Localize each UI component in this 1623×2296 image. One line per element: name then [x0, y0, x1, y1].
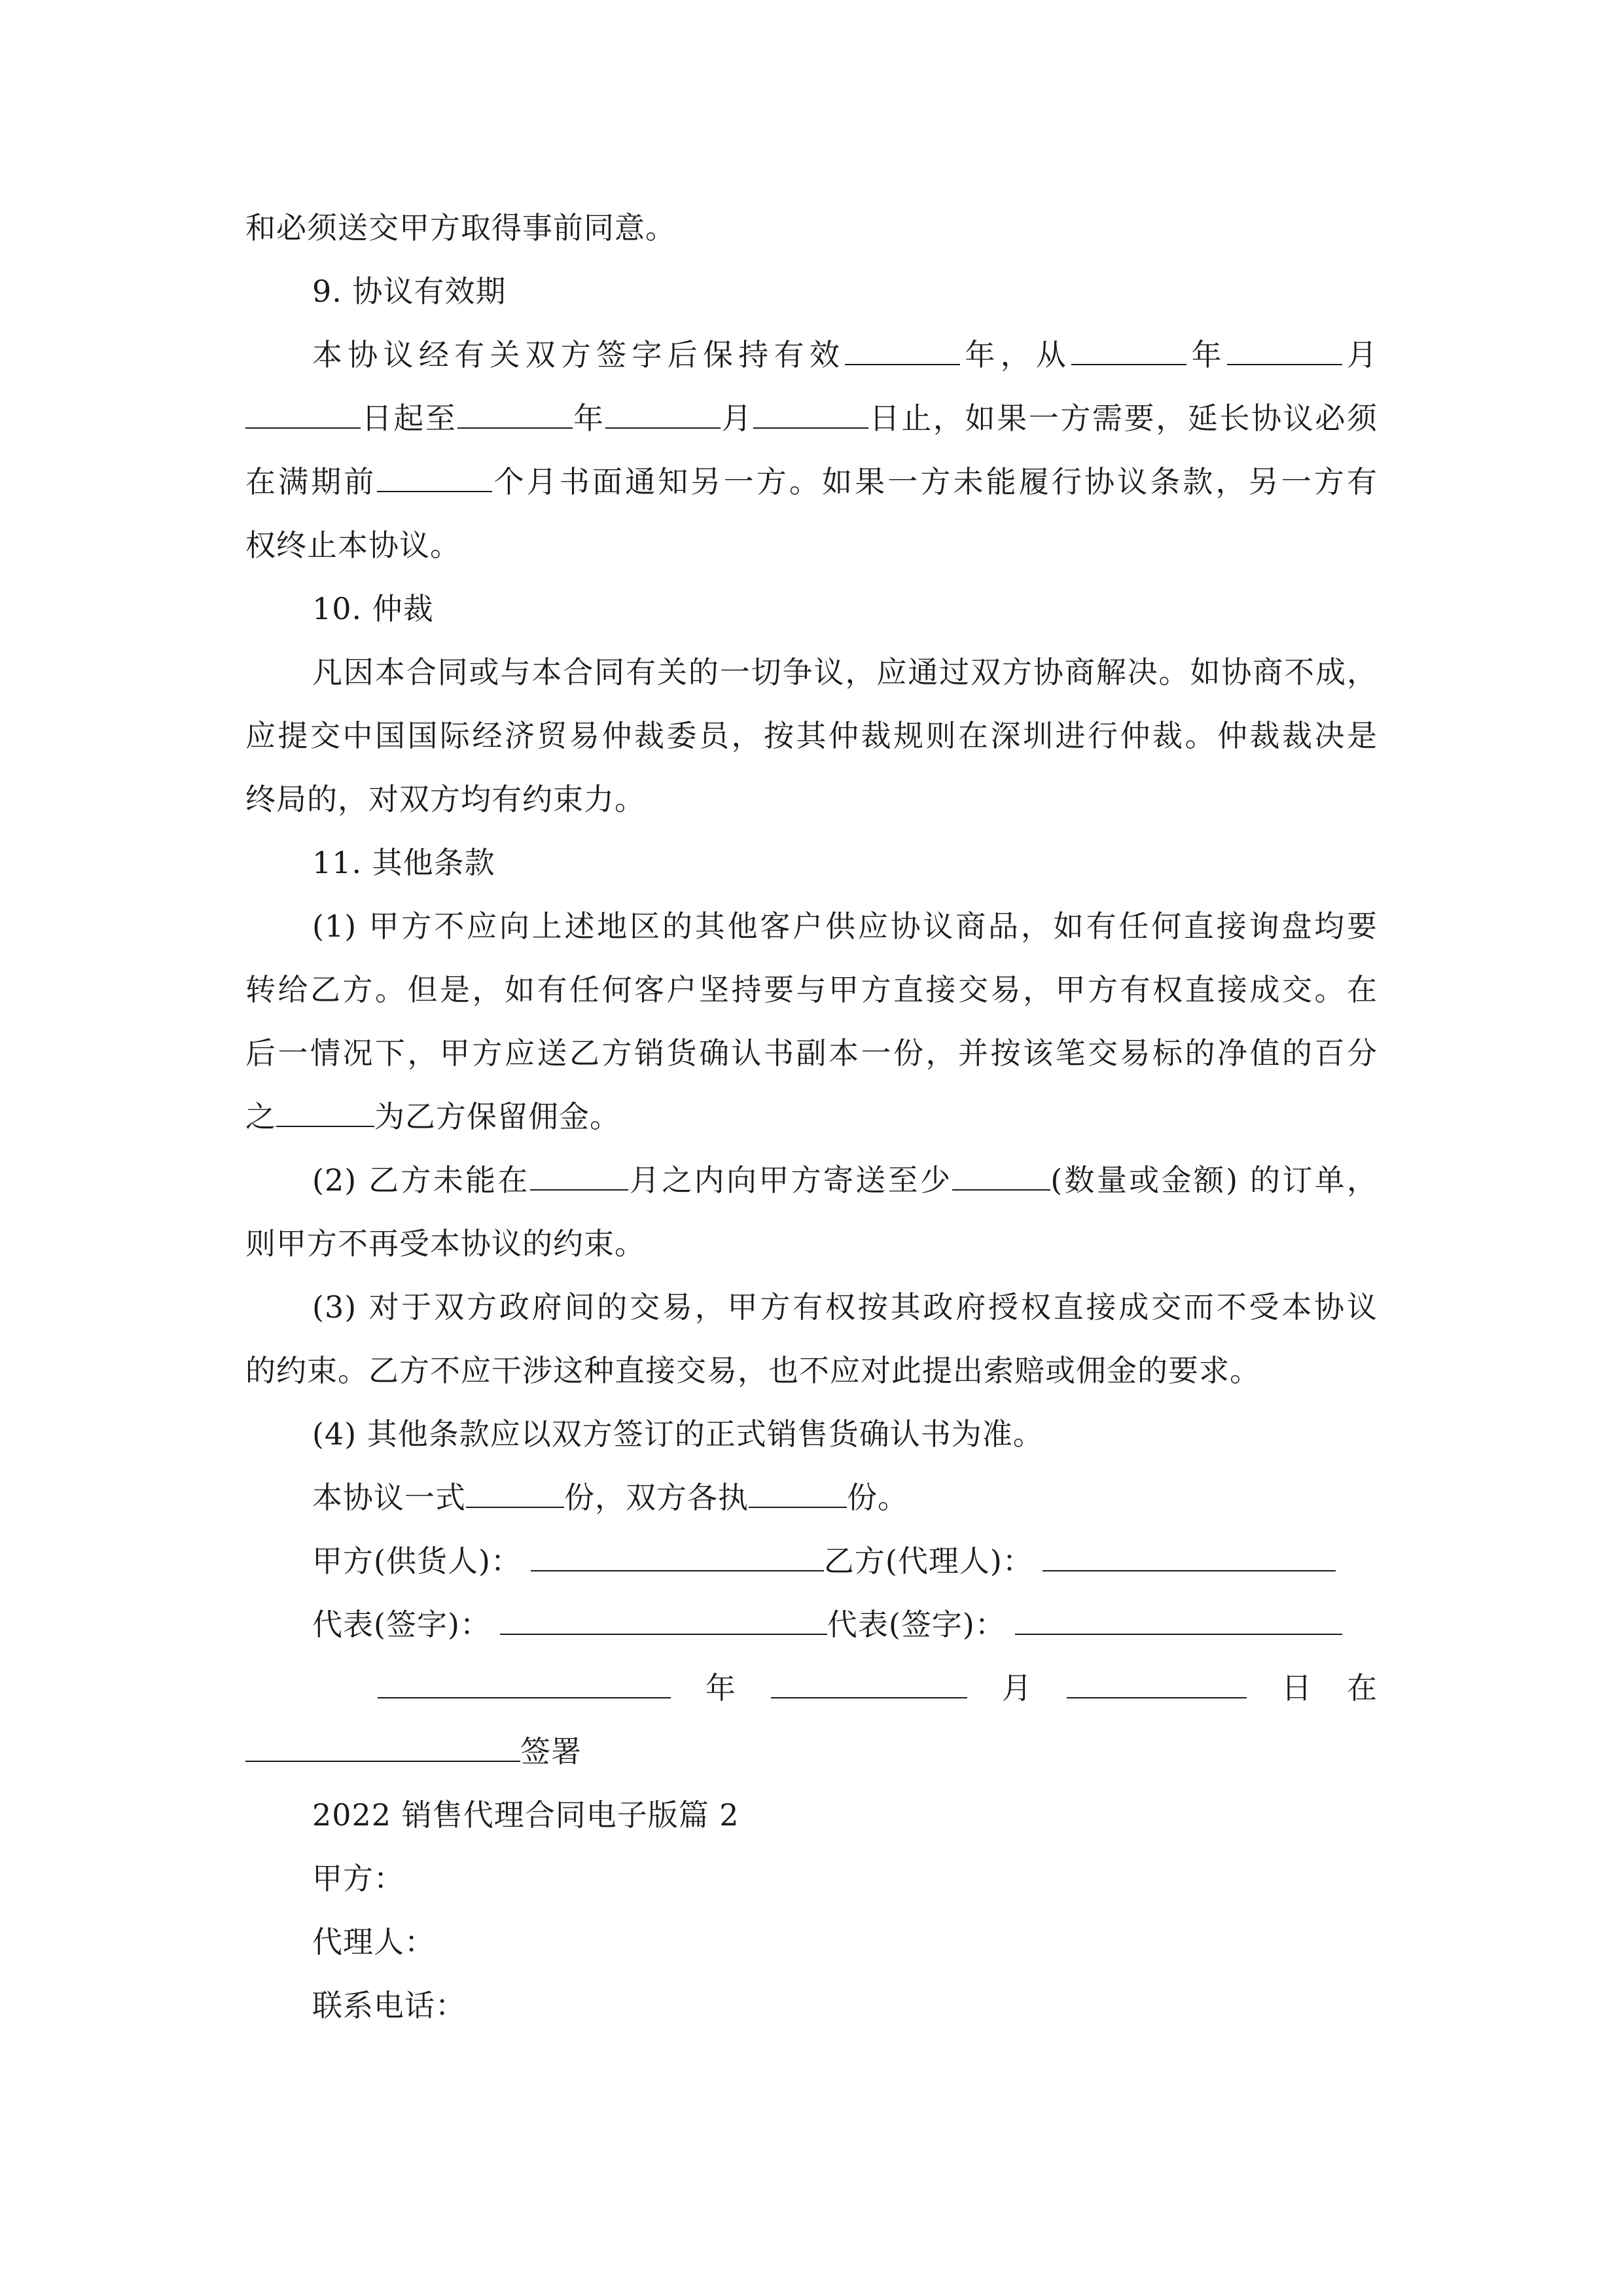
section-9-line-3	[245, 450, 1378, 514]
party-b-label: 乙方(代理人)：	[823, 1543, 1033, 1579]
fill-blank[interactable]	[1071, 330, 1186, 365]
clause-3-line-2: 的约束。乙方不应干涉这种直接交易，也不应对此提出索赔或佣金的要求。	[245, 1353, 1260, 1388]
text: 份，双方各执	[564, 1480, 749, 1515]
section-9-title: 9. 协议有效期	[312, 274, 507, 309]
text: 月	[720, 401, 753, 436]
fill-blank[interactable]	[952, 1155, 1050, 1191]
text: 为乙方保留佣金。	[374, 1099, 620, 1134]
clause-3-line-1: (3) 对于双方政府间的交易，甲方有权按其政府授权直接成交而不受本协议	[312, 1289, 1378, 1325]
text: 本协议经有关双方签字后保持有效	[312, 337, 846, 372]
contract-2-heading: 2022 销售代理合同电子版篇 2	[312, 1797, 740, 1833]
field-party-a: 甲方：	[312, 1861, 404, 1896]
text: 年	[572, 401, 605, 436]
document-page	[245, 196, 1378, 2037]
party-b-blank[interactable]	[1043, 1536, 1336, 1571]
signing-place-line	[245, 1720, 1378, 1784]
paragraph-continuation: 和必须送交甲方取得事前同意。	[245, 210, 676, 245]
year-label: 年	[705, 1670, 736, 1706]
fill-blank[interactable]	[276, 1092, 374, 1127]
field-agent: 代理人：	[312, 1924, 435, 1960]
clause-1-line-1: (1) 甲方不应向上述地区的其他客户供应协议商品，如有任何直接询盘均要	[312, 908, 1378, 944]
year-blank[interactable]	[378, 1663, 671, 1698]
party-signature-line	[245, 1530, 1378, 1593]
section-11-title: 11. 其他条款	[312, 845, 495, 880]
fill-blank[interactable]	[1227, 330, 1342, 365]
text: 年	[1186, 337, 1227, 372]
rep-a-label: 代表(签字)：	[312, 1607, 491, 1642]
text: 个月书面通知另一方。如果一方未能履行协议条款，另一方有	[491, 464, 1378, 499]
fill-blank[interactable]	[845, 330, 960, 365]
month-label: 月	[1001, 1670, 1033, 1706]
text: 本协议一式	[312, 1480, 466, 1515]
text: 日止，如果一方需要，延长协议必须	[868, 401, 1378, 436]
fill-blank[interactable]	[377, 457, 492, 492]
fill-blank[interactable]	[605, 393, 721, 429]
section-10-line-1: 凡因本合同或与本合同有关的一切争议，应通过双方协商解决。如协商不成，	[312, 655, 1378, 690]
fill-blank[interactable]	[466, 1473, 564, 1508]
text: 签署	[520, 1734, 582, 1769]
at-label: 在	[1346, 1670, 1378, 1706]
rep-a-blank[interactable]	[500, 1600, 827, 1635]
date-line	[245, 1657, 1378, 1720]
text: 年，从	[960, 337, 1072, 372]
fill-blank[interactable]	[457, 393, 573, 429]
fill-blank[interactable]	[245, 393, 361, 429]
month-blank[interactable]	[771, 1663, 967, 1698]
party-a-label: 甲方(供货人)：	[312, 1543, 522, 1579]
section-10-line-2: 应提交中国国际经济贸易仲裁委员，按其仲裁规则在深圳进行仲裁。仲裁裁决是	[245, 718, 1378, 753]
field-phone: 联系电话：	[312, 1988, 466, 2023]
clause-2-line-2: 则甲方不再受本协议的约束。	[245, 1226, 645, 1261]
rep-b-label: 代表(签字)：	[827, 1607, 1006, 1642]
text: 在满期前	[245, 464, 377, 499]
text: 之	[245, 1099, 276, 1134]
fill-blank[interactable]	[530, 1155, 628, 1191]
clause-2-line-1	[245, 1149, 1378, 1212]
fill-blank[interactable]	[753, 393, 868, 429]
text: 份。	[847, 1480, 908, 1515]
text: 日起至	[361, 401, 457, 436]
clause-1-line-4	[245, 1085, 1378, 1149]
section-10-line-3: 终局的，对双方均有约束力。	[245, 781, 645, 817]
text: (数量或金额) 的订单，	[1050, 1162, 1378, 1198]
section-9-line-1	[245, 323, 1378, 387]
section-10-title: 10. 仲裁	[312, 591, 434, 626]
section-9-line-4: 权终止本协议。	[245, 528, 461, 563]
text: 月之内向甲方寄送至少	[628, 1162, 953, 1198]
day-blank[interactable]	[1067, 1663, 1247, 1698]
day-label: 日	[1281, 1670, 1313, 1706]
representative-signature-line	[245, 1593, 1378, 1657]
place-blank[interactable]	[245, 1727, 520, 1762]
fill-blank[interactable]	[749, 1473, 847, 1508]
clause-4: (4) 其他条款应以双方签订的正式销售货确认书为准。	[312, 1416, 1044, 1452]
text: (2) 乙方未能在	[312, 1162, 530, 1198]
rep-b-blank[interactable]	[1015, 1600, 1342, 1635]
text: 月	[1342, 337, 1378, 372]
clause-1-line-2: 转给乙方。但是，如有任何客户坚持要与甲方直接交易，甲方有权直接成交。在	[245, 972, 1378, 1007]
copies-line	[245, 1466, 1378, 1530]
clause-1-line-3: 后一情况下，甲方应送乙方销货确认书副本一份，并按该笔交易标的净值的百分	[245, 1035, 1378, 1071]
section-9-line-2	[245, 387, 1378, 450]
party-a-blank[interactable]	[531, 1536, 824, 1571]
